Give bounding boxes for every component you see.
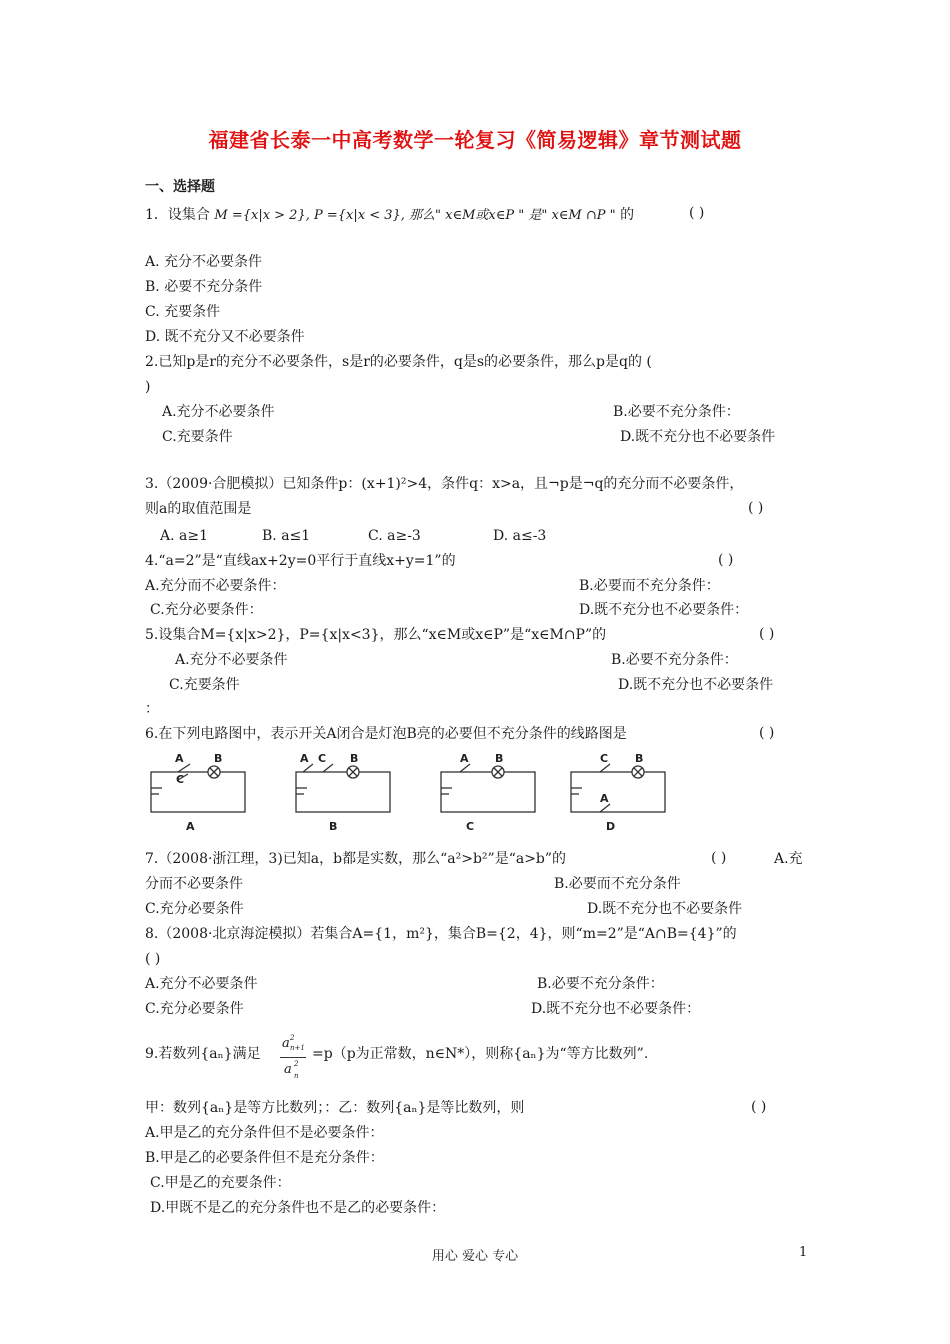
q3-stem-line2: 则a的取值范围是 <box>145 501 252 517</box>
circuit-c <box>441 764 535 812</box>
svg-text:B: B <box>350 752 359 765</box>
page-number: 1 <box>799 1245 808 1260</box>
svg-text:A: A <box>460 752 469 765</box>
q9-option-d: D.甲既不是乙的充分条件也不是乙的必要条件： <box>150 1200 446 1216</box>
q3-paren: ( ) <box>748 500 764 516</box>
q4-paren: ( ) <box>718 552 734 568</box>
q5-paren: ( ) <box>759 626 775 642</box>
q8-option-d: D.既不充分也不必要条件： <box>531 1001 701 1017</box>
q2-option-a: A.充分不必要条件 <box>162 404 275 420</box>
q7-option-c: C.充分必要条件 <box>145 901 244 917</box>
q5-stem: 5.设集合M={x|x>2}，P={x|x<3}，那么“x∈M或x∈P”是“x∈M∩P”的 <box>145 627 607 643</box>
q5-option-a: A.充分不必要条件 <box>175 652 288 668</box>
q7-option-a-head: A.充 <box>774 851 803 867</box>
q1-option-c: C. 充要条件 <box>145 304 221 320</box>
q5-option-b: B.必要不充分条件： <box>611 652 738 668</box>
svg-text:C: C <box>176 773 185 786</box>
q4-option-a: A.充分而不必要条件： <box>145 578 286 594</box>
circuit-d <box>571 764 665 812</box>
circuit-label-b: B <box>329 820 338 833</box>
q3-stem: 3.（2009·合肥模拟）已知条件p：(x+1)²>4，条件q：x>a，且¬p是¬q的充分而不必要条件， <box>145 476 744 492</box>
q4-stem: 4.“a=2”是“直线ax+2y=0平行于直线x+y=1”的 <box>145 553 456 569</box>
q2-option-d: D.既不充分也不必要条件 <box>620 429 776 445</box>
q1-option-a: A. 充分不必要条件 <box>145 254 263 270</box>
q8-option-b: B.必要不充分条件： <box>537 976 664 992</box>
circuit-a <box>151 764 245 812</box>
q8-paren: ( ) <box>145 951 161 967</box>
svg-text:C: C <box>600 752 609 765</box>
q9-option-b: B.甲是乙的必要条件但不是充分条件： <box>145 1150 384 1166</box>
q2-stem: 2.已知p是r的充分不必要条件，s是r的必要条件，q是s的必要条件，那么p是q的 ( <box>145 354 652 370</box>
svg-text:C: C <box>318 752 327 765</box>
q1-option-b: B. 必要不充分条件 <box>145 279 263 295</box>
circuit-label-d: D <box>606 820 616 833</box>
q6-paren: ( ) <box>759 725 775 741</box>
q7-option-b: B.必要而不充分条件 <box>554 876 681 892</box>
svg-text:A: A <box>175 752 184 765</box>
q5-option-d: D.既不充分也不必要条件 <box>618 677 774 693</box>
q8-option-a: A.充分不必要条件 <box>145 976 258 992</box>
q9-stem-a: 9.若数列{aₙ}满足 <box>145 1046 261 1062</box>
q3-option-d: D. a≤-3 <box>493 528 547 544</box>
document-title: 福建省长泰一中高考数学一轮复习《简易逻辑》章节测试题 <box>208 128 742 152</box>
q3-option-b: B. a≤1 <box>262 528 311 544</box>
section-heading: 一、选择题 <box>145 179 215 195</box>
circuit-diagrams <box>140 750 680 835</box>
q1-paren: ( ) <box>689 205 705 221</box>
svg-text:B: B <box>635 752 644 765</box>
q8-stem: 8.（2008·北京海淀模拟）若集合A={1，m²}，集合B={2，4}，则“m=2”是“A∩B={4}”的 <box>145 926 737 942</box>
q2-option-b: B.必要不充分条件： <box>613 404 740 420</box>
circuit-b <box>296 764 390 812</box>
svg-text:B: B <box>214 752 223 765</box>
q9-stem-b: =p（p为正常数，n∈N*），则称{aₙ}为“等方比数列”. <box>312 1046 649 1062</box>
q5-trail: ： <box>145 701 159 717</box>
q4-option-c: C.充分必要条件： <box>150 602 263 618</box>
q7-paren: ( ) <box>711 850 727 866</box>
q7-option-d: D.既不充分也不必要条件 <box>587 901 743 917</box>
q1-math: M ={x|x > 2}, P ={x|x < 3}, 那么" x∈M或x∈P " 是" x∈M ∩P " <box>214 208 616 223</box>
svg-text:A: A <box>300 752 309 765</box>
q6-stem: 6.在下列电路图中，表示开关A闭合是灯泡B亮的必要但不充分条件的线路图是 <box>145 726 627 742</box>
q9-fraction: a 2 n+1 a 2 n <box>282 1034 305 1080</box>
page-footer: 用心 爱心 专心 <box>431 1249 519 1264</box>
svg-text:B: B <box>495 752 504 765</box>
q3-option-c: C. a≥-3 <box>368 528 421 544</box>
q5-option-c: C.充要条件 <box>169 677 240 693</box>
q9-option-a: A.甲是乙的充分条件但不是必要条件： <box>145 1125 384 1141</box>
q1-option-d: D. 既不充分又不必要条件 <box>145 329 305 345</box>
q7-option-a-tail: 分而不必要条件 <box>145 876 243 892</box>
q9-condition: 甲：数列{aₙ}是等方比数列；：乙：数列{aₙ}是等比数列，则 <box>145 1100 525 1116</box>
circuit-label-a: A <box>186 820 195 833</box>
q2-option-c: C.充要条件 <box>162 429 233 445</box>
q1-stem: 1．设集合 M ={x|x > 2}, P ={x|x < 3}, 那么" x∈M或x∈P " 是" x∈M ∩P " 的 <box>145 207 635 223</box>
q9-option-c: C.甲是乙的充要条件： <box>150 1175 291 1191</box>
q3-option-a: A. a≥1 <box>160 528 208 544</box>
svg-text:A: A <box>600 792 609 805</box>
q4-option-d: D.既不充分也不必要条件： <box>579 602 749 618</box>
q9-paren: ( ) <box>751 1099 767 1115</box>
q7-stem: 7.（2008·浙江理，3)已知a，b都是实数，那么“a²>b²”是“a>b”的 <box>145 851 567 867</box>
q4-option-b: B.必要而不充分条件： <box>579 578 720 594</box>
circuit-label-c: C <box>466 820 475 833</box>
q8-option-c: C.充分必要条件 <box>145 1001 244 1017</box>
q2-stem-close: ) <box>145 379 151 395</box>
